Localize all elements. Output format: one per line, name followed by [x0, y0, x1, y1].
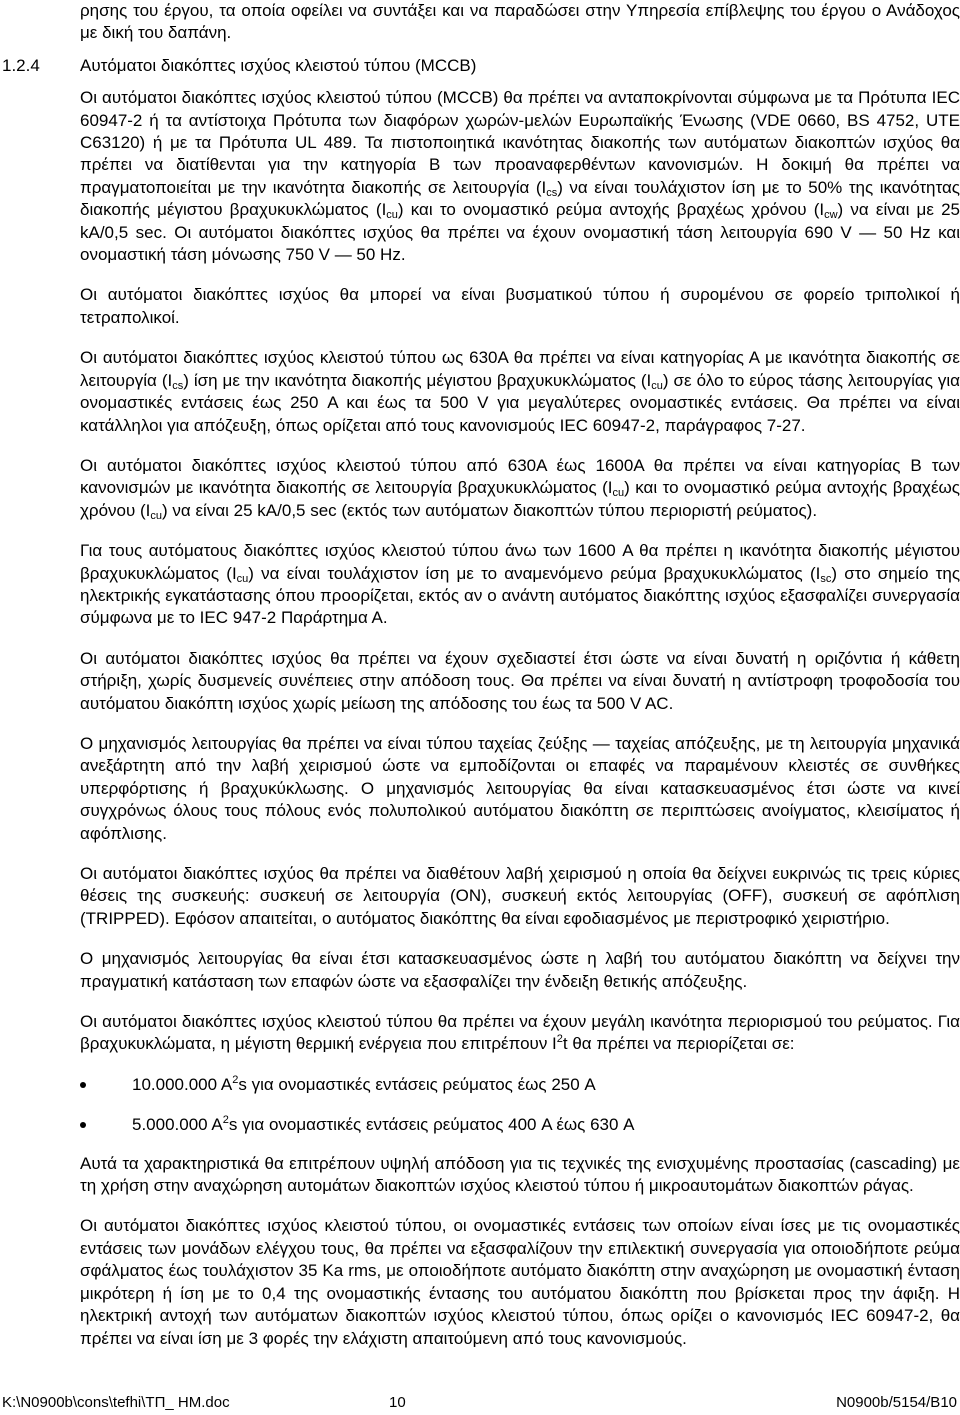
paragraph-category-b: Οι αυτόματοι διακόπτες ισχύος κλειστού τύπου από 630A έως 1600A θα πρέπει να είναι κατηγορίας Β των κανονισμών με ικανότητα διακοπής σε λειτουργία βραχυκυκλώματος $(I_{cu})$ και το ονομαστικό ρεύμα αντοχής βραχέως χρόνου $(I_{cu})$ να είναι 25 kA/0,5 sec (εκτός των αυτόματων διακοπτών τύπου περιοριστή ρεύματος). — [80, 455, 960, 522]
list-item: 10.000.000 $A^2s$ για ονομαστικές εντάσεις ρεύματος έως 250 A — [80, 1074, 960, 1096]
paragraph-handle-positions: Οι αυτόματοι διακόπτες ισχύος θα πρέπει να διαθέτουν λαβή χειρισμού η οποία θα δείχνει ευκρινώς τις τρεις κύριες θέσεις της συσκευής: συσκευή σε λειτουργία (ON), συσκευή εκτός λειτουργίας (OFF), συσκευή σε αφόπλιση (TRIPPED). Εφόσον απαιτείται, ο αυτόματος διακόπτης θα είναι εφοδιασμένος με περιστροφικό χειριστήριο. — [80, 864, 960, 928]
section-title: Αυτόματοι διακόπτες ισχύος κλειστού τύπου (MCCB) — [80, 55, 477, 75]
footer-page-number: 10 — [389, 1394, 406, 1411]
page-content — [2, 0, 960, 1350]
footer-file-path: K:\N0900b\cons\tefhi\ΤΠ_ ΗΜ.doc — [2, 1394, 230, 1411]
paragraph-mounting-type: Οι αυτόματοι διακόπτες ισχύος θα μπορεί να είναι βυσματικού τύπου ή συρομένου σε φορείο τριπολικοί ή τετραπολικοί. — [80, 285, 960, 327]
paragraph-above-1600a: Για τους αυτόματους διακόπτες ισχύος κλειστού τύπου άνω των 1600 A θα πρέπει η ικανότητα διακοπής μέγιστου βραχυκυκλώματος $(I_{cu})$ να είναι τουλάχιστον ίση με το αναμενόμενο ρεύμα βραχυκυκλώματος $(I_{sc})$ στο σημείο της ηλεκτρικής εγκατάστασης όπου προορίζεται, εκτός αν ο ανάντη αυτόματος διακόπτης ισχύος εξασφαλίζει συνεργασία σύμφωνα με το IEC 947-2 Παράρτημα Α. — [80, 541, 960, 628]
paragraph-current-limiting: Οι αυτόματοι διακόπτες ισχύος κλειστού τύπου θα πρέπει να έχουν μεγάλη ικανότητα περιορισμού του ρεύματος. Για βραχυκυκλώματα, η μέγιστη θερμική ενέργεια που επιτρέπουν $I^2t$ θα πρέπει να περιορίζεται σε: — [80, 1012, 960, 1054]
top-fragment-paragraph: ρησης του έργου, τα οποία οφείλει να συντάξει και να παραδώσει στην Υπηρεσία επίβλεψης του έργου ο Ανάδοχος με δική του δαπάνη. — [80, 1, 960, 43]
paragraph-operating-mechanism: Ο μηχανισμός λειτουργίας θα πρέπει να είναι τύπου ταχείας ζεύξης — ταχείας απόζευξης, με τη λειτουργία μηχανικά ανεξάρτητη από την λαβή χειρισμού ώστε να εμποδίζονται οι επαφές να παραμένουν κλειστές σε συνθήκες υπερφόρτισης ή βραχυκύκλωσης. Ο μηχανισμός λειτουργίας θα είναι κατασκευασμένος έτσι ώστε να κινεί συγχρόνως όλους τους πόλους ενός πολυπολικού αυτόματου διακόπτη σε περιπτώσεις ανοίγματος, κλεισίματος ή αφόπλισης. — [80, 733, 960, 843]
bullet-icon — [80, 1122, 86, 1128]
section-number: 1.2.4 — [2, 55, 40, 75]
paragraph-standards: Οι αυτόματοι διακόπτες ισχύος κλειστού τύπου (MCCB) θα πρέπει να ανταποκρίνονται σύμφωνα με τα Πρότυπα IEC 60947-2 ή τα αντίστοιχα Πρότυπα των διαφόρων χωρών-μελών Ευρωπαϊκής Ένωσης (VDE 0660, BS 4752, UTE C63120) ή με τα Πρότυπα UL 489. Τα πιστοποιητικά ικανότητας διακοπής των αυτόματων διακοπτών ισχύος θα πρέπει να διατίθενται για την κατηγορία Β των προαναφερθέντων κανονισμών. Η δοκιμή θα πρέπει να πραγματοποιείται με την ικανότητα διακοπής σε λειτουργία $(I_{cs})$ να είναι τουλάχιστον ίση με το 50% της ικανότητας διακοπής μέγιστου βραχυκυκλώματος $(I_{cu})$ και το ονομαστικό ρεύμα αντοχής βραχέως χρόνου $(I_{cw})$ να είναι με 25 kA/0,5 sec. Οι αυτόματοι διακόπτες ισχύος θα πρέπει να έχουν ονομαστική τάση λειτουργία 690 V — 50 Hz και ονομαστική τάση μόνωσης 750 V — 50 Hz. — [80, 88, 960, 265]
paragraph-mounting-orientation: Οι αυτόματοι διακόπτες ισχύος θα πρέπει να έχουν σχεδιαστεί έτσι ώστε να είναι δυνατή η οριζόντια ή κάθετη στήριξη, χωρίς δυσμενείς συνέπειες στην απόδοση τους. Θα πρέπει να είναι δυνατή η αντίστροφη τροφοδοσία του αυτόματου διακόπτη ισχύος χωρίς μείωση της απόδοσης του έως τα 500 V AC. — [80, 648, 960, 713]
list-item: 5.000.000 $A^2s$ για ονομαστικές εντάσεις ρεύματος 400 A έως 630 A — [80, 1114, 960, 1136]
paragraph-selectivity: Οι αυτόματοι διακόπτες ισχύος κλειστού τύπου, οι ονομαστικές εντάσεις των οποίων είναι ίσες με τις ονομαστικές εντάσεις των μονάδων ελέγχου τους, θα πρέπει να εξασφαλίζουν την επιλεκτική συνεργασία για οποιοδήποτε ρεύμα σφάλματος έως τουλάχιστον 35 Ka rms, με οποιοδήποτε αυτόματο διακόπτη στην αναχώρηση με ονομαστική ένταση μικρότερη ή ίση με το 0,4 της ονομαστικής έντασης του αυτόματου διακόπτη που βρίσκεται προς την άφιξη. Η ηλεκτρική αντοχή των αυτόματων διακοπτών ισχύος κλειστού τύπου, όπως ορίζει ο κανονισμός IEC 60947-2, θα πρέπει να είναι ίση με 3 φορές την ελάχιστη απαιτούμενη από τους κανονισμούς. — [80, 1216, 960, 1348]
paragraph-handle-indication: Ο μηχανισμός λειτουργίας θα είναι έτσι κατασκευασμένος ώστε η λαβή του αυτόματου διακόπτη να δείχνει την πραγματική κατάσταση των επαφών ώστε να εξασφαλίζει την ένδειξη θετικής απόζευξης. — [80, 949, 960, 991]
paragraph-category-a: Οι αυτόματοι διακόπτες ισχύος κλειστού τύπου ως 630A θα πρέπει να είναι κατηγορίας Α με ικανότητα διακοπής σε λειτουργία $(I_{cs})$ ίση με την ικανότητα διακοπής μέγιστου βραχυκυκλώματος $(I_{cu})$ σε όλο το εύρος τάσης λειτουργίας για ονομαστικές εντάσεις έως 250 A και έως τα 500 V για μεγαλύτερες ονομαστικές εντάσεις. Θα πρέπει να είναι κατάλληλοι για απόζευξη, όπως ορίζεται από τους κανονισμούς IEC 60947-2, παράγραφος 7-27. — [80, 348, 960, 435]
energy-limits-list — [80, 1074, 960, 1137]
bullet-icon — [80, 1082, 86, 1088]
paragraph-cascading: Αυτά τα χαρακτηριστικά θα επιτρέπουν υψηλή απόδοση για τις τεχνικές της ενισχυμένης προστασίας (cascading) με τη χρήση στην αναχώρηση αυτομάτων διακοπτών ισχύος κλειστού τύπου ή μικροαυτομάτων διακοπτών ράγας. — [80, 1153, 960, 1196]
page-footer — [0, 1392, 960, 1414]
footer-document-code: N0900b/5154/B10 — [836, 1394, 957, 1411]
section-heading — [2, 55, 960, 77]
